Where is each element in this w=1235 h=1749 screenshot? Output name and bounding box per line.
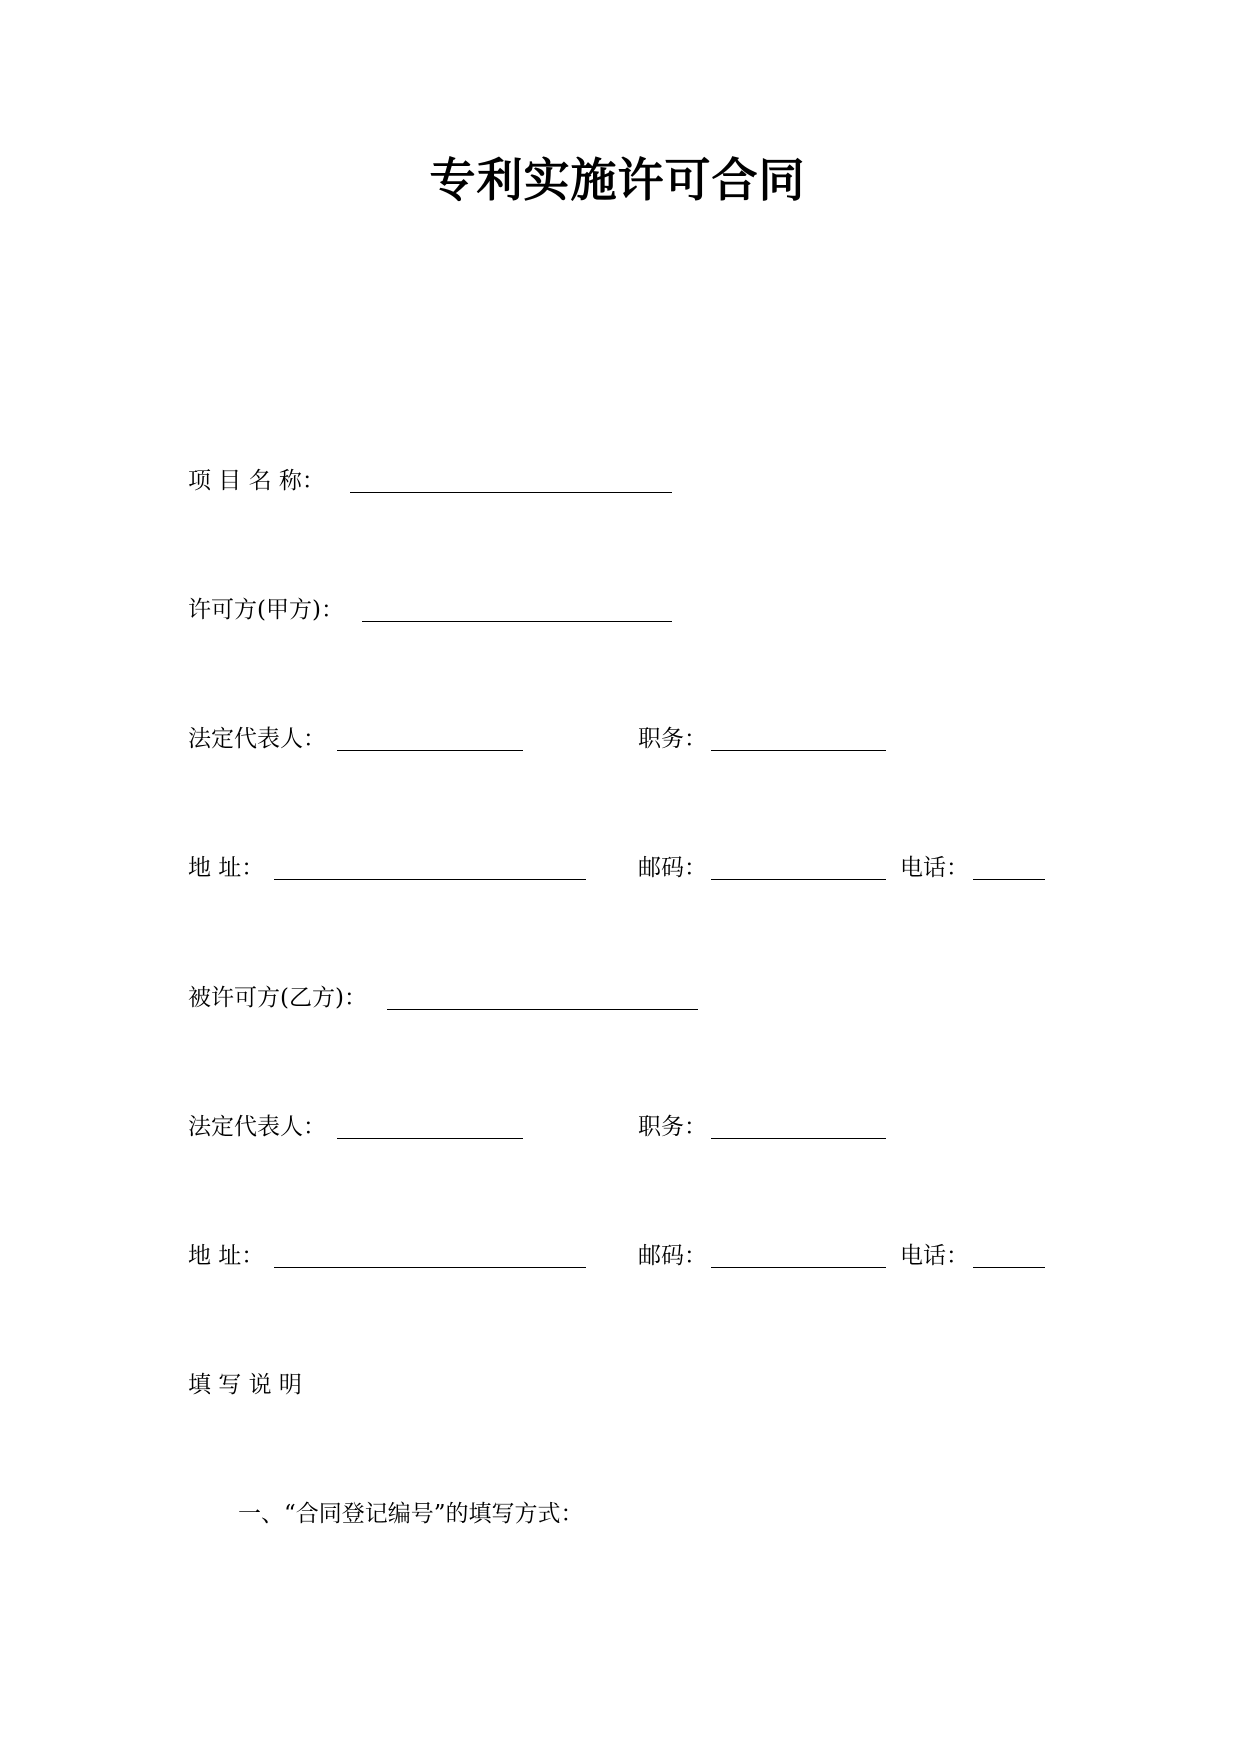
licensor-label: 许可方(甲方)：: [188, 597, 344, 623]
licensor-phone-blank[interactable]: [973, 879, 1045, 880]
project-name-row: [0, 466, 1235, 496]
instructions-heading: 填 写 说 明: [188, 1372, 302, 1398]
licensor-blank[interactable]: [362, 621, 672, 622]
licensor-rep-label: 法定代表人：: [188, 726, 326, 752]
licensee-phone-label: 电话：: [900, 1243, 969, 1269]
licensor-address-row: [0, 853, 1235, 883]
licensor-address-blank[interactable]: [274, 879, 586, 880]
licensor-postcode-label: 邮码：: [638, 855, 707, 881]
project-name-label: 项 目 名 称：: [188, 468, 325, 494]
licensee-address-blank[interactable]: [274, 1267, 586, 1268]
licensee-address-label: 地 址：: [188, 1243, 265, 1269]
licensee-phone-blank[interactable]: [973, 1267, 1045, 1268]
licensee-postcode-label: 邮码：: [638, 1243, 707, 1269]
licensor-address-label: 地 址：: [188, 855, 265, 881]
document-title: 专利实施许可合同: [429, 153, 806, 207]
licensee-position-blank[interactable]: [711, 1138, 886, 1139]
licensee-rep-blank[interactable]: [337, 1138, 523, 1139]
project-name-blank[interactable]: [350, 492, 672, 493]
licensee-rep-row: [0, 1112, 1235, 1142]
licensee-label: 被许可方(乙方)：: [188, 985, 367, 1011]
licensor-row: [0, 595, 1235, 625]
licensee-address-row: [0, 1241, 1235, 1271]
licensor-phone-label: 电话：: [900, 855, 969, 881]
instructions-item-1: 一、“合同登记编号”的填写方式：: [238, 1501, 584, 1527]
licensee-blank[interactable]: [387, 1009, 698, 1010]
licensor-rep-blank[interactable]: [337, 750, 523, 751]
licensee-rep-label: 法定代表人：: [188, 1114, 326, 1140]
licensee-row: [0, 983, 1235, 1013]
licensor-position-label: 职务：: [638, 726, 707, 752]
licensee-position-label: 职务：: [638, 1114, 707, 1140]
licensor-position-blank[interactable]: [711, 750, 886, 751]
licensor-rep-row: [0, 724, 1235, 754]
licensee-postcode-blank[interactable]: [711, 1267, 886, 1268]
licensor-postcode-blank[interactable]: [711, 879, 886, 880]
